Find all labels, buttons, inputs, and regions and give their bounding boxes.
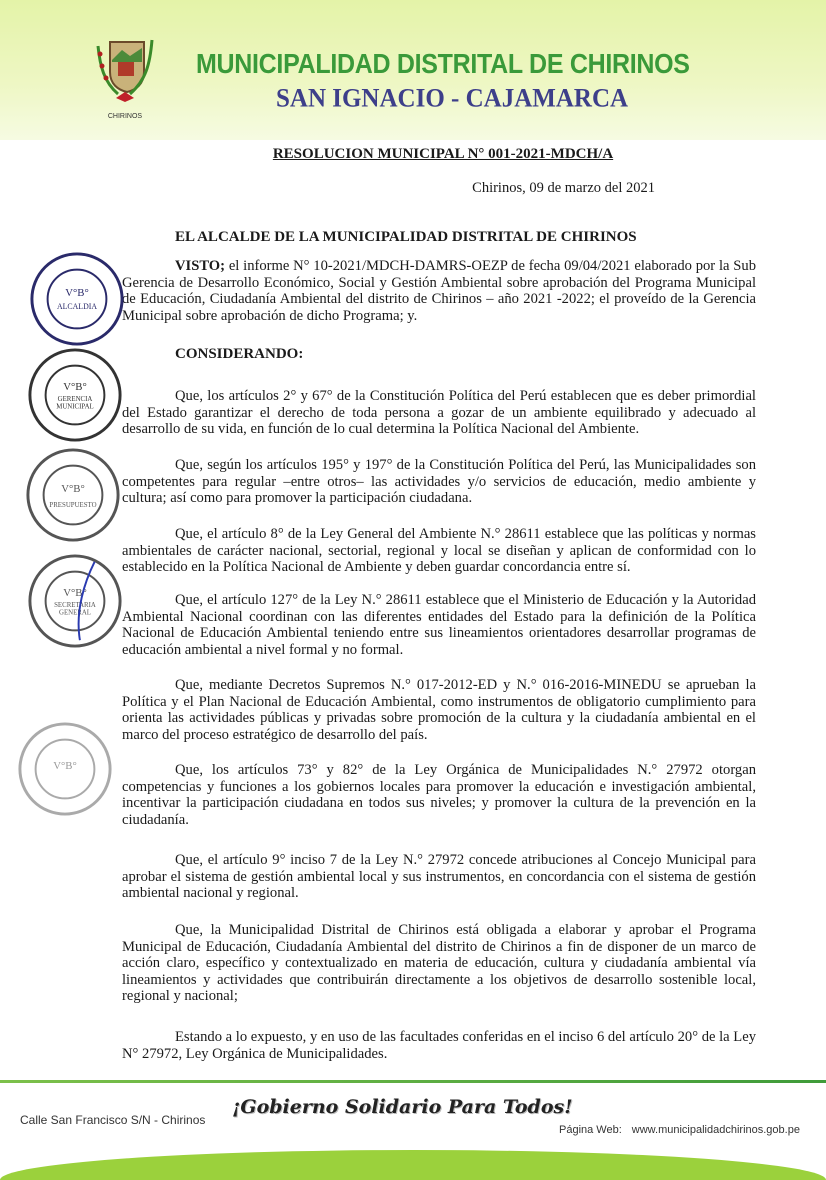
resolution-heading: EL ALCALDE DE LA MUNICIPALIDAD DISTRITAL DE CHIRINOS xyxy=(175,229,637,245)
website-link[interactable]: www.municipalidadchirinos.gob.pe xyxy=(631,1124,800,1136)
paragraph: Que, el artículo 8° de la Ley General del Ambiente N.° 28611 establece que las políticas y normas ambientales de carácter nacional, sectorial, regional y local se diseñan y aplican de conformidad con lo establecido en la Política Nacional de Ambiente y deben guardar concordancia entre sí. xyxy=(122,526,756,575)
paragraph: Que, mediante Decretos Supremos N.° 017-2012-ED y N.° 016-2016-MINEDU se aprueban la Política y el Plan Nacional de Educación Ambiental, como instrumentos de obligatorio cumplimiento para orienta las actividades públicas y privadas sobre promoción de la cultura y la ciudadanía ambiental en el marco del proceso estratégico de desarrollo del país. xyxy=(122,677,756,743)
approval-stamp-asesoria xyxy=(16,720,114,818)
footer-divider xyxy=(0,1080,826,1083)
svg-text:GERENCIA: GERENCIA xyxy=(57,395,93,403)
footer-address: Calle San Francisco S/N - Chirinos xyxy=(20,1113,206,1127)
paragraph: Que, los artículos 73° y 82° de la Ley Orgánica de Municipalidades N.° 27972 otorgan competencias y funciones a los gobiernos locales para promover la educación e investigación ambiental, incentivar la participación ciudadana en todos sus niveles; y promover la cultura de la prevención en la ciudadanía. xyxy=(122,762,756,828)
paragraph: Que, la Municipalidad Distrital de Chirinos está obligada a elaborar y aprobar el Programa Municipal de Educación, Ciudadanía Ambiental del distrito de Chirinos a fin de disponer de un marco de acción claro, específico y contextualizado en materia de educación, cultura y ciudadanía ambiental vía lineamientos y actividades que contribuirán directamente a los objetivos de desarrollo sostenible local, regional y nacional; xyxy=(122,922,756,1004)
svg-text:SECRETARIA: SECRETARIA xyxy=(54,601,96,609)
resolution-date: Chirinos, 09 de marzo del 2021 xyxy=(472,180,655,196)
paragraph: Que, según los artículos 195° y 197° de la Constitución Política del Perú, las Municipalidades son competentes para regular –entre otros– las actividades y/o servicios de educación, medio ambiente y cultura; así como para promover la participación ciudadana. xyxy=(122,457,756,506)
svg-text:V°B°: V°B° xyxy=(53,760,77,772)
approval-stamp-presupuesto xyxy=(24,446,122,544)
svg-text:MUNICIPAL: MUNICIPAL xyxy=(56,403,94,411)
svg-text:V°B°: V°B° xyxy=(65,287,89,300)
svg-text:GENERAL: GENERAL xyxy=(58,609,92,617)
svg-text:CHIRINOS: CHIRINOS xyxy=(107,113,143,120)
resolution-title: RESOLUCION MUNICIPAL N° 001-2021-MDCH/A xyxy=(272,146,614,162)
municipal-coat-of-arms-logo xyxy=(92,36,158,122)
svg-text:V°B°: V°B° xyxy=(63,381,87,394)
paragraph: Estando a lo expuesto, y en uso de las facultades conferidas en el inciso 6 del artículo 20° de la Ley N° 27972, Ley Orgánica de Municipalidades. xyxy=(122,1029,756,1062)
footer-decoration xyxy=(0,1150,826,1180)
approval-stamp-alcaldia xyxy=(28,250,126,348)
paragraph: Que, el artículo 9° inciso 7 de la Ley N.° 27972 concede atribuciones al Concejo Municipal para aprobar el sistema de gestión ambiental local y sus instrumentos, en concordancia con el sistema de gestión ambiental nacional y regional. xyxy=(122,852,756,901)
paragraph: Que, el artículo 127° de la Ley N.° 28611 establece que el Ministerio de Educación y la Autoridad Ambiental Nacional coordinan con las diferentes entidades del Estado para la definición de la Política Nacional de Educación Ambiental teniendo entre sus lineamientos orientadores desarrollar programas de educación ambiental a nivel formal y no formal. xyxy=(122,592,756,658)
approval-stamp-gerencia xyxy=(26,346,124,444)
svg-text:V°B°: V°B° xyxy=(61,483,85,496)
paragraph: Que, los artículos 2° y 67° de la Constitución Política del Perú establecen que es deber primordial del Estado garantizar el derecho de toda persona a gozar de un ambiente equilibrado y adecuado al desarrollo de su vida, en función de lo cual determina la Política Nacional del Ambiente. xyxy=(122,388,756,437)
approval-stamp-secretaria xyxy=(26,552,124,650)
municipality-subtitle: SAN IGNACIO - CAJAMARCA xyxy=(276,84,629,113)
footer-website: Página Web: www.municipalidadchirinos.gob.pe xyxy=(559,1124,800,1136)
municipality-title: MUNICIPALIDAD DISTRITAL DE CHIRINOS xyxy=(196,48,690,80)
svg-text:ALCALDIA: ALCALDIA xyxy=(56,301,98,311)
svg-text:V°B°: V°B° xyxy=(63,587,87,600)
footer-slogan: ¡Gobierno Solidario Para Todos! xyxy=(232,1096,573,1118)
considerando-heading: CONSIDERANDO: xyxy=(175,346,304,362)
svg-text:PRESUPUESTO: PRESUPUESTO xyxy=(49,501,97,509)
visto-paragraph: VISTO; el informe N° 10-2021/MDCH-DAMRS-OEZP de fecha 09/04/2021 elaborado por la Sub Gerencia de Desarrollo Económico, Social y Gestión Ambiental sobre aprobación del Programa Municipal de Educación, Ciudadanía Ambiental del distrito de Chirinos – año 2021 -2022; el proveído de la Gerencia Municipal sobre aprobación de dicho Programa; y. xyxy=(122,258,756,324)
